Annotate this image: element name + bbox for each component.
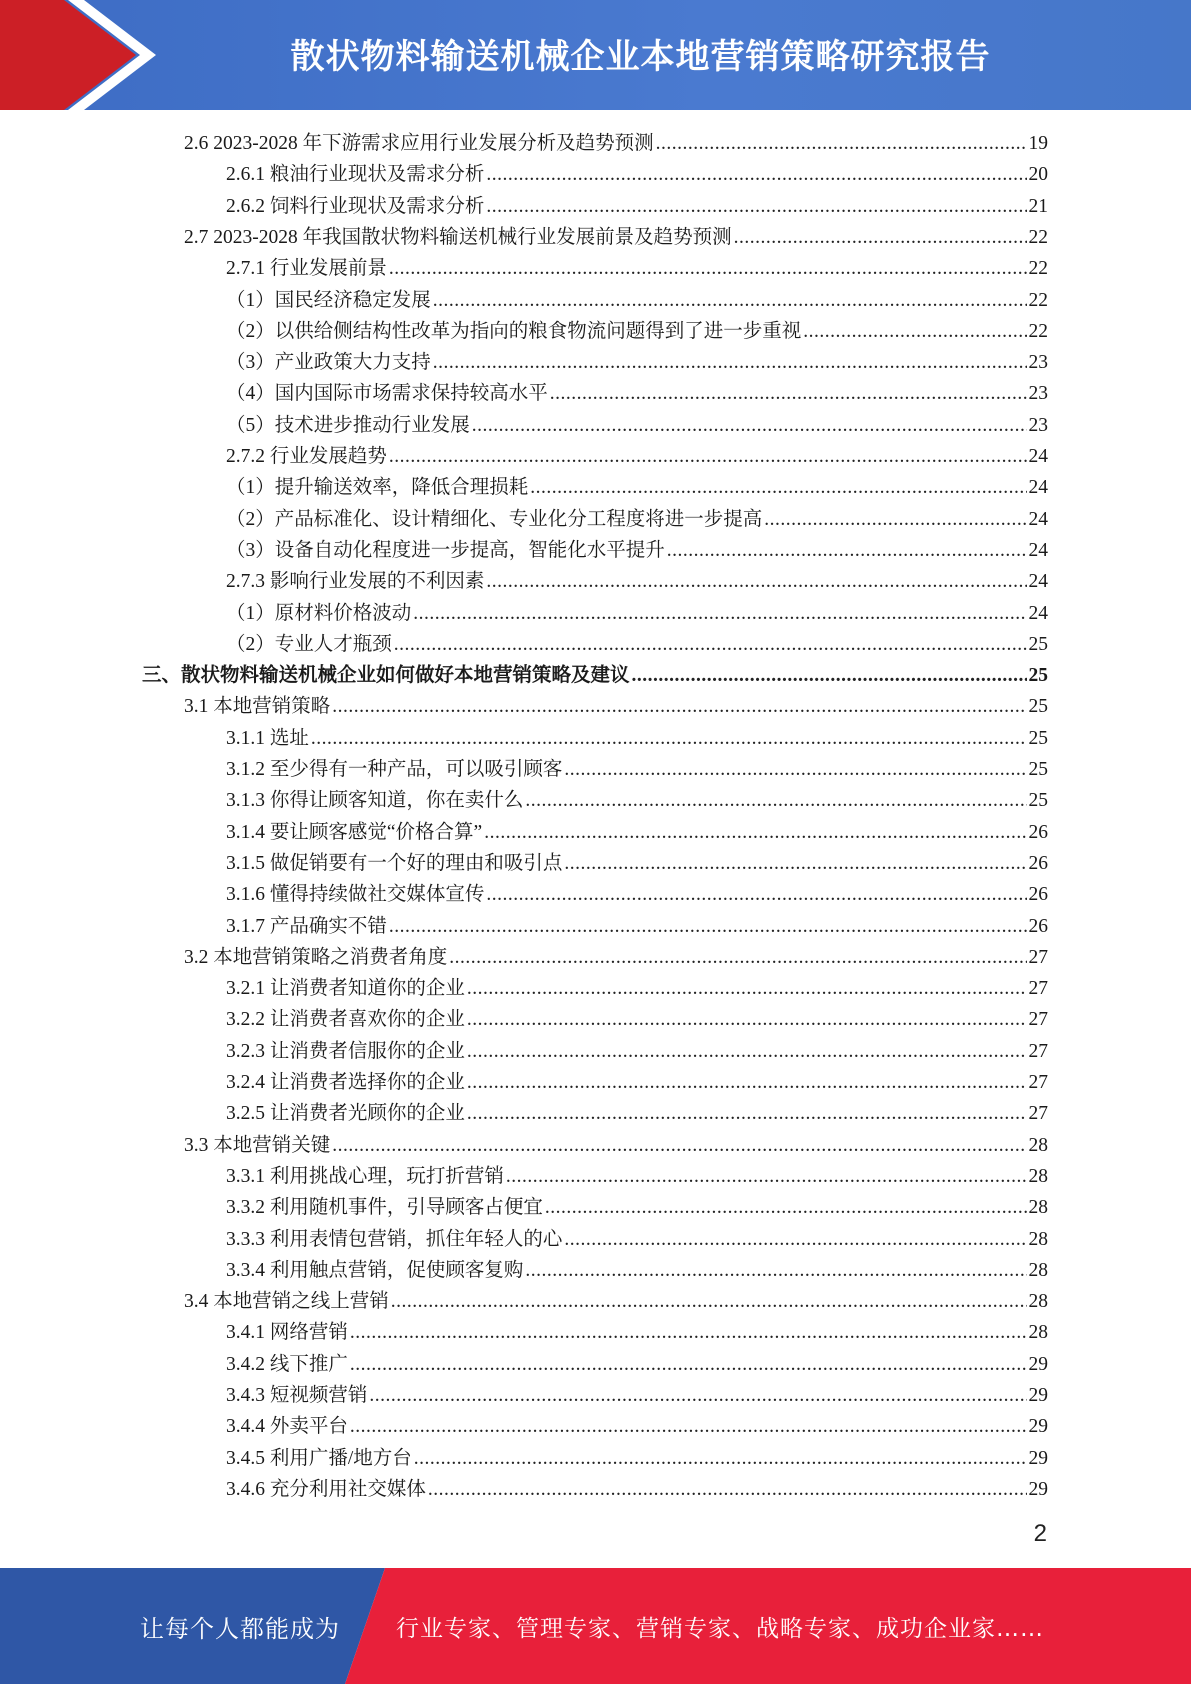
toc-entry[interactable]: [184, 1130, 1048, 1161]
toc-entry[interactable]: [226, 1411, 1048, 1442]
toc-leader-dots: [530, 472, 1026, 503]
toc-leader-dots: [486, 191, 1026, 222]
toc-entry-page: 25: [1028, 790, 1048, 811]
toc-entry-label: 3.1.5 做促销要有一个好的理由和吸引点: [226, 853, 563, 874]
toc-entry-page: 24: [1028, 571, 1048, 592]
toc-leader-dots: [389, 441, 1027, 472]
toc-entry-label: 3.4.4 外卖平台: [226, 1416, 348, 1437]
toc-entry[interactable]: [226, 159, 1048, 190]
header-banner: [0, 0, 1191, 110]
toc-entry-label: （2）产品标准化、设计精细化、专业化分工程度将进一步提高: [226, 509, 763, 530]
toc-entry-page: 28: [1028, 1135, 1048, 1156]
toc-entry-label: （5）技术进步推动行业发展: [226, 415, 470, 436]
toc-entry-page: 28: [1028, 1322, 1048, 1343]
toc-entry[interactable]: [226, 1349, 1048, 1380]
toc-entry[interactable]: [226, 1004, 1048, 1035]
toc-entry-page: 29: [1028, 1448, 1048, 1469]
toc-entry[interactable]: [226, 472, 1048, 503]
toc-entry-page: 22: [1028, 321, 1048, 342]
toc-entry-page: 28: [1028, 1229, 1048, 1250]
toc-leader-dots: [467, 1036, 1027, 1067]
toc-entry-label: 3.3.4 利用触点营销，促使顾客复购: [226, 1260, 524, 1281]
toc-entry-label: 2.7 2023-2028 年我国散状物料输送机械行业发展前景及趋势预测: [184, 227, 732, 248]
toc-entry-page: 25: [1028, 728, 1048, 749]
toc-entry-label: 3.1.4 要让顾客感觉“价格合算”: [226, 822, 483, 843]
toc-leader-dots: [350, 1317, 1027, 1348]
toc-entry-page: 22: [1028, 290, 1048, 311]
toc-entry[interactable]: [226, 1474, 1048, 1505]
toc-entry[interactable]: [226, 253, 1048, 284]
toc-entry-label: 3.3 本地营销关键: [184, 1135, 331, 1156]
toc-entry-page: 20: [1028, 164, 1048, 185]
toc-leader-dots: [486, 566, 1026, 597]
toc-entry[interactable]: [184, 691, 1048, 722]
toc-leader-dots: [734, 222, 1027, 253]
toc-leader-dots: [564, 754, 1026, 785]
toc-entry[interactable]: [226, 441, 1048, 472]
toc-entry[interactable]: [226, 911, 1048, 942]
toc-entry-page: 23: [1028, 383, 1048, 404]
toc-entry[interactable]: [226, 1224, 1048, 1255]
toc-entry[interactable]: [226, 1255, 1048, 1286]
toc-entry[interactable]: [226, 848, 1048, 879]
toc-leader-dots: [486, 159, 1026, 190]
toc-entry-page: 29: [1028, 1479, 1048, 1500]
toc-leader-dots: [389, 911, 1027, 942]
toc-entry-label: 2.6.1 粮油行业现状及需求分析: [226, 164, 485, 185]
toc-entry[interactable]: [226, 191, 1048, 222]
toc-entry[interactable]: [226, 285, 1048, 316]
toc-leader-dots: [484, 817, 1026, 848]
toc-entry-page: 28: [1028, 1260, 1048, 1281]
toc-leader-dots: [311, 723, 1027, 754]
toc-entry[interactable]: [184, 128, 1048, 159]
toc-leader-dots: [564, 1224, 1026, 1255]
toc-entry-page: 27: [1028, 1041, 1048, 1062]
toc-entry-label: 3.1.6 懂得持续做社交媒体宣传: [226, 884, 485, 905]
toc-leader-dots: [564, 848, 1026, 879]
toc-leader-dots: [545, 1192, 1027, 1223]
toc-entry-label: 3.1.2 至少得有一种产品，可以吸引顾客: [226, 759, 563, 780]
toc-leader-dots: [332, 1130, 1026, 1161]
toc-leader-dots: [472, 410, 1027, 441]
toc-entry[interactable]: [226, 504, 1048, 535]
toc-entry-label: 3.1.1 选址: [226, 728, 309, 749]
toc-entry-label: （1）国民经济稳定发展: [226, 290, 431, 311]
toc-entry[interactable]: [226, 378, 1048, 409]
toc-leader-dots: [525, 1255, 1026, 1286]
toc-entry-page: 27: [1028, 978, 1048, 999]
toc-leader-dots: [449, 942, 1026, 973]
toc-entry-page: 26: [1028, 853, 1048, 874]
toc-leader-dots: [414, 1443, 1027, 1474]
toc-entry-label: （1）原材料价格波动: [226, 603, 412, 624]
toc-leader-dots: [467, 1067, 1027, 1098]
toc-entry-label: 三、散状物料输送机械企业如何做好本地营销策略及建议: [142, 665, 630, 686]
toc-entry-label: 3.4.6 充分利用社交媒体: [226, 1479, 426, 1500]
toc-entry-label: （4）国内国际市场需求保持较高水平: [226, 383, 548, 404]
toc-entry-label: （3）设备自动化程度进一步提高，智能化水平提升: [226, 540, 665, 561]
toc-entry-page: 22: [1028, 227, 1048, 248]
toc-entry-page: 28: [1028, 1197, 1048, 1218]
toc-entry-label: 3.4.2 线下推广: [226, 1354, 348, 1375]
toc-entry-page: 24: [1028, 446, 1048, 467]
toc-entry-page: 23: [1028, 415, 1048, 436]
toc-leader-dots: [506, 1161, 1027, 1192]
toc-leader-dots: [467, 1098, 1027, 1129]
toc-entry-page: 28: [1028, 1166, 1048, 1187]
toc-leader-dots: [486, 879, 1026, 910]
toc-leader-dots: [350, 1349, 1027, 1380]
footer-banner: [0, 1568, 1191, 1684]
toc-leader-dots: [394, 629, 1027, 660]
toc-leader-dots: [803, 316, 1026, 347]
toc-entry-page: 27: [1028, 1103, 1048, 1124]
toc-entry[interactable]: [226, 817, 1048, 848]
toc-entry-label: （1）提升输送效率，降低合理损耗: [226, 477, 529, 498]
toc-entry[interactable]: [142, 660, 1048, 691]
toc-leader-dots: [656, 128, 1027, 159]
toc-leader-dots: [632, 660, 1027, 691]
toc-entry-label: 3.2.3 让消费者信服你的企业: [226, 1041, 465, 1062]
toc-entry[interactable]: [226, 629, 1048, 660]
toc-entry-label: 3.3.3 利用表情包营销，抓住年轻人的心: [226, 1229, 563, 1250]
toc-entry-label: 3.4 本地营销之线上营销: [184, 1291, 389, 1312]
toc-leader-dots: [525, 785, 1026, 816]
toc-entry-page: 29: [1028, 1354, 1048, 1375]
toc-entry-page: 25: [1028, 759, 1048, 780]
toc-entry-page: 24: [1028, 540, 1048, 561]
toc-entry[interactable]: [226, 879, 1048, 910]
toc-leader-dots: [433, 285, 1027, 316]
toc-entry[interactable]: [226, 785, 1048, 816]
toc-entry-label: （3）产业政策大力支持: [226, 352, 431, 373]
toc-entry-page: 27: [1028, 1072, 1048, 1093]
report-title: 散状物料输送机械企业本地营销策略研究报告: [290, 36, 991, 77]
toc-entry-label: 3.2.4 让消费者选择你的企业: [226, 1072, 465, 1093]
toc-entry-page: 26: [1028, 822, 1048, 843]
red-chevron-icon: [0, 0, 160, 110]
toc-leader-dots: [667, 535, 1027, 566]
toc-entry-label: 2.7.2 行业发展趋势: [226, 446, 387, 467]
toc-entry-page: 29: [1028, 1385, 1048, 1406]
footer-slogan-left: 让每个人都能成为: [140, 1614, 340, 1643]
footer-slogan-right: 行业专家、管理专家、营销专家、战略专家、成功企业家……: [396, 1615, 1044, 1642]
toc-entry-page: 24: [1028, 509, 1048, 530]
toc-entry-label: 3.4.1 网络营销: [226, 1322, 348, 1343]
toc-entry[interactable]: [184, 1286, 1048, 1317]
toc-entry-label: 2.7.3 影响行业发展的不利因素: [226, 571, 485, 592]
toc-entry[interactable]: [226, 410, 1048, 441]
toc-entry-label: 3.1.7 产品确实不错: [226, 916, 387, 937]
toc-entry-label: 3.2.5 让消费者光顾你的企业: [226, 1103, 465, 1124]
toc-entry-label: 3.2 本地营销策略之消费者角度: [184, 947, 448, 968]
toc-entry-page: 27: [1028, 947, 1048, 968]
toc-entry-label: 3.2.2 让消费者喜欢你的企业: [226, 1009, 465, 1030]
toc-entry-label: 3.4.3 短视频营销: [226, 1385, 368, 1406]
toc-entry-label: 2.6.2 饲料行业现状及需求分析: [226, 196, 485, 217]
toc-entry-label: （2）专业人才瓶颈: [226, 634, 392, 655]
toc-entry-label: 3.4.5 利用广播/地方台: [226, 1448, 412, 1469]
toc-entry-page: 28: [1028, 1291, 1048, 1312]
toc-entry-page: 25: [1028, 696, 1048, 717]
toc-entry-label: 2.7.1 行业发展前景: [226, 258, 387, 279]
toc-entry-page: 23: [1028, 352, 1048, 373]
toc-entry[interactable]: [226, 1036, 1048, 1067]
toc-entry-page: 27: [1028, 1009, 1048, 1030]
toc-entry[interactable]: [184, 222, 1048, 253]
toc-entry[interactable]: [184, 942, 1048, 973]
toc-entry-page: 25: [1028, 665, 1048, 686]
toc-entry[interactable]: [226, 1443, 1048, 1474]
toc-entry[interactable]: [226, 316, 1048, 347]
toc-entry[interactable]: [226, 1317, 1048, 1348]
toc-entry-label: 3.3.2 利用随机事件，引导顾客占便宜: [226, 1197, 543, 1218]
toc-entry-page: 26: [1028, 916, 1048, 937]
toc-leader-dots: [350, 1411, 1027, 1442]
toc-leader-dots: [433, 347, 1027, 378]
page-number: 2: [1033, 1520, 1047, 1547]
toc-entry-label: 3.2.1 让消费者知道你的企业: [226, 978, 465, 999]
toc-leader-dots: [369, 1380, 1026, 1411]
toc-entry-page: 19: [1028, 133, 1048, 154]
toc-leader-dots: [764, 504, 1026, 535]
toc-leader-dots: [428, 1474, 1027, 1505]
toc-leader-dots: [389, 253, 1027, 284]
toc-entry[interactable]: [226, 566, 1048, 597]
toc-entry-label: 3.3.1 利用挑战心理，玩打折营销: [226, 1166, 504, 1187]
toc-entry-page: 25: [1028, 634, 1048, 655]
toc-entry[interactable]: [226, 1192, 1048, 1223]
toc-entry[interactable]: [226, 723, 1048, 754]
toc-leader-dots: [391, 1286, 1027, 1317]
toc-entry[interactable]: [226, 973, 1048, 1004]
toc-entry[interactable]: [226, 347, 1048, 378]
toc-entry-label: 3.1.3 你得让顾客知道，你在卖什么: [226, 790, 524, 811]
toc-entry-page: 24: [1028, 477, 1048, 498]
toc-entry-page: 21: [1028, 196, 1048, 217]
toc-entry-label: 3.1 本地营销策略: [184, 696, 331, 717]
toc-leader-dots: [467, 973, 1027, 1004]
toc-entry[interactable]: [226, 535, 1048, 566]
toc-leader-dots: [467, 1004, 1027, 1035]
toc-entry[interactable]: [226, 1380, 1048, 1411]
toc-entry[interactable]: [226, 1098, 1048, 1129]
toc-entry-label: 2.6 2023-2028 年下游需求应用行业发展分析及趋势预测: [184, 133, 654, 154]
toc-entry[interactable]: [226, 1161, 1048, 1192]
toc-entry-page: 29: [1028, 1416, 1048, 1437]
toc-entry[interactable]: [226, 754, 1048, 785]
toc-entry-page: 26: [1028, 884, 1048, 905]
toc-entry-label: （2）以供给侧结构性改革为指向的粮食物流问题得到了进一步重视: [226, 321, 802, 342]
toc-entry-page: 24: [1028, 603, 1048, 624]
toc-entry-page: 22: [1028, 258, 1048, 279]
toc-entry[interactable]: [226, 598, 1048, 629]
toc-leader-dots: [550, 378, 1027, 409]
toc-leader-dots: [413, 598, 1026, 629]
toc-leader-dots: [332, 691, 1026, 722]
toc-entry[interactable]: [226, 1067, 1048, 1098]
